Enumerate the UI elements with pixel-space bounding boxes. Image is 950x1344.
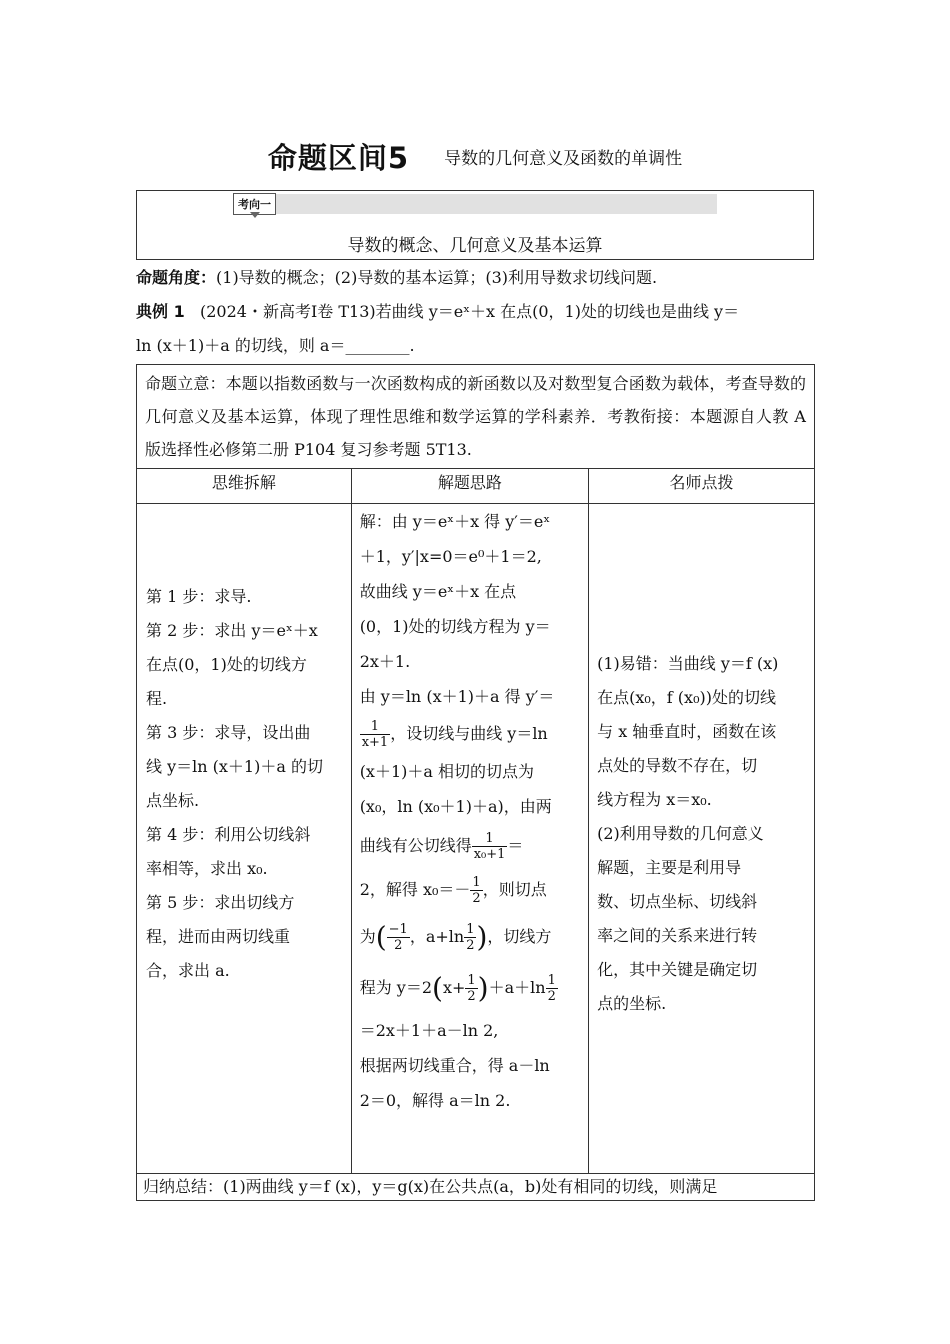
fraction: $\frac{1}{\text{x₀+1}}$ (473, 831, 506, 862)
solution-line: (x₀，ln (x₀＋1)＋a)，由两 (359, 797, 552, 816)
solution-line: 为( $\frac{-1}{2}$ ，a+ln $\frac{1}{2}$ )，切线方 (359, 920, 552, 954)
tip-line: 率之间的关系来进行转 (597, 925, 758, 945)
fraction: $\frac{1}{2}$ (472, 875, 481, 906)
title-sub: 导数的几何意义及函数的单调性 (444, 149, 683, 169)
solution-line: 2x＋1. (359, 652, 411, 671)
tip-line: 数、切点坐标、切线斜 (597, 891, 758, 911)
solution-line: 2＝0，解得 a＝ln 2. (359, 1091, 511, 1110)
tip-line: 点的坐标. (597, 993, 667, 1013)
tip-line: 化，其中关键是确定切 (597, 959, 758, 979)
step-line: 第 5 步：求出切线方 (146, 892, 295, 912)
solution-line: 根据两切线重合，得 a－ln (359, 1056, 550, 1075)
example-line-2 (136, 333, 415, 356)
fraction: $\frac{1}{x+1}$ (361, 719, 389, 750)
summary-label: 归纳总结： (143, 1177, 224, 1196)
section-heading: 导数的概念、几何意义及基本运算 (347, 236, 603, 256)
example-source: (2024・新高考Ⅰ卷 T13) (199, 302, 376, 321)
solution-line: 解：由 y＝eˣ＋x 得 y′＝eˣ (359, 512, 551, 531)
step-line: 率相等，求出 x₀. (146, 858, 268, 878)
section-bar (233, 194, 717, 214)
step-line: 第 2 步：求出 y＝eˣ＋x (146, 620, 318, 640)
header-tips: 名师点拨 (589, 469, 815, 504)
step-line: 第 4 步：利用公切线斜 (146, 824, 311, 844)
example-text-2: ln (x＋1)＋a 的切线，则 a＝________. (136, 336, 415, 355)
section-box (136, 190, 814, 260)
header-solution: 解题思路 (351, 469, 588, 504)
intro-text: 本题以指数函数与一次函数构成的新函数以及对数型复合函数为载体，考查导数的几何意义及基本运算，体现了理性思维和数学运算的学科素养．考教衔接：本题源自人教 A 版选择性必修第二册 P104 复习参考题 5T13. (145, 374, 806, 459)
step-line: 合，求出 a. (146, 960, 230, 980)
example-label: 典例 1 (136, 302, 185, 321)
page-title (0, 136, 950, 177)
tip-line: 解题，主要是利用导 (597, 857, 742, 877)
step-line: 第 3 步：求导，设出曲 (146, 722, 311, 742)
tips-cell (589, 504, 815, 1174)
analysis-table (136, 364, 815, 1201)
example-line-1 (136, 299, 739, 322)
example-text-1: 若曲线 y＝eˣ＋x 在点(0，1)处的切线也是曲线 y＝ (375, 302, 740, 321)
section-tag: 考向一 (233, 193, 276, 215)
tip-line: 线方程为 x＝x₀. (597, 789, 712, 809)
solution-line: ＝2x＋1＋a－ln 2, (359, 1021, 499, 1040)
header-thinking: 思维拆解 (137, 469, 352, 504)
summary-cell (137, 1174, 815, 1201)
solution-line: 由 y＝ln (x＋1)＋a 得 y′＝ (359, 687, 555, 706)
solution-line: (0，1)处的切线方程为 y＝ (359, 617, 551, 636)
solution-line: 2，解得 x₀＝－ $\frac{1}{2}$ ，则切点 (359, 875, 547, 906)
solution-line: 程为 y＝2(x+ $\frac{1}{2}$ )＋a＋ln $\frac{1}{2}$ (359, 971, 556, 1004)
step-line: 程，进而由两切线重 (146, 926, 291, 946)
solution-line: 曲线有公切线得 $\frac{1}{\text{x₀+1}}$ ＝ (359, 831, 524, 862)
summary-text: (1)两曲线 y＝f (x)，y＝g(x)在公共点(a，b)处有相同的切线，则满足 (223, 1177, 718, 1196)
step-line: 点坐标. (146, 790, 200, 810)
intro-cell (137, 365, 815, 469)
tip-line: (1)易错：当曲线 y＝f (x) (597, 653, 779, 673)
angle-text: (1)导数的概念；(2)导数的基本运算；(3)利用导数求切线问题. (216, 268, 658, 287)
step-line: 线 y＝ln (x＋1)＋a 的切 (146, 756, 323, 776)
tip-line: 点处的导数不存在，切 (597, 755, 758, 775)
fraction: $\frac{1}{2}$ (467, 972, 476, 1004)
solution-line: (x＋1)＋a 相切的切点为 (359, 762, 535, 781)
step-line: 程. (146, 688, 168, 708)
title-main: 命题区间5 (267, 141, 410, 175)
fraction: $\frac{1}{2}$ (466, 922, 475, 953)
fraction: $\frac{-1}{2}$ (388, 922, 408, 953)
tip-line: 在点(x₀，f (x₀))处的切线 (597, 687, 776, 707)
solution-line: ＋1，y′|x=0＝e⁰＋1＝2, (359, 547, 542, 566)
solution-line: $\frac{1}{x+1}$ ，设切线与曲线 y＝ln (361, 719, 548, 750)
tag-pointer-icon (250, 212, 260, 218)
angle-label: 命题角度： (136, 268, 217, 287)
angle-line (136, 265, 657, 288)
fraction: $\frac{1}{2}$ (547, 972, 556, 1004)
steps-cell (137, 504, 352, 1174)
intro-label: 命题立意： (145, 374, 226, 393)
tip-line: 与 x 轴垂直时，函数在该 (597, 721, 777, 741)
solution-cell (351, 504, 588, 1174)
tip-line: (2)利用导数的几何意义 (597, 823, 764, 843)
step-line: 在点(0，1)处的切线方 (146, 654, 307, 674)
solution-line: 故曲线 y＝eˣ＋x 在点 (359, 582, 517, 601)
step-line: 第 1 步：求导. (146, 586, 252, 606)
